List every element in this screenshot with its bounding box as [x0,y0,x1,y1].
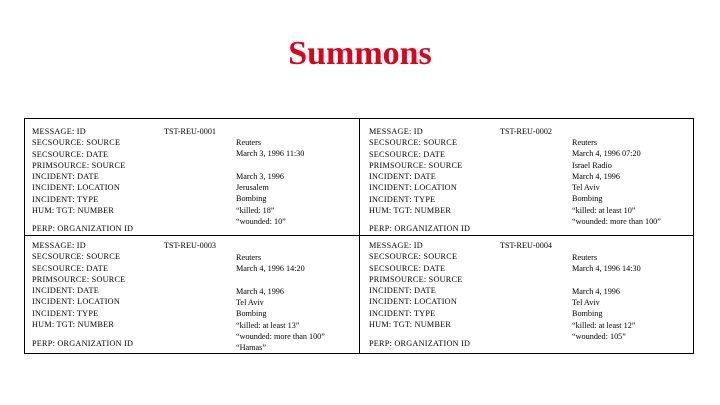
secsource-source-value: Reuters [572,138,598,147]
perp-org-label: PERP: ORGANIZATION ID [32,224,134,233]
field-label: INCIDENT: TYPE [369,308,436,318]
field-label: MESSAGE: ID [369,241,423,250]
row-divider [25,235,693,236]
incident-date-value: March 3, 1996 [236,171,284,181]
field-label: INCIDENT: DATE [369,172,436,182]
incident-type-value: Bombing [236,194,267,204]
hum-tgt-number-value: “wounded: more than 100” [236,332,325,342]
incident-location-value: Tel Aviv [572,298,600,308]
record-values [236,252,325,354]
record-values [572,137,661,227]
perp-org-label: PERP: ORGANIZATION ID [32,339,134,348]
hum-tgt-number-value: “killed: 18” [236,205,275,215]
field-label: INCIDENT: DATE [369,286,436,296]
incident-type-value: Bombing [572,309,603,319]
field-label: MESSAGE: ID [32,127,86,136]
primsource-source-value [236,160,304,171]
field-label: INCIDENT: TYPE [369,194,436,204]
secsource-source-value: Reuters [236,253,262,262]
message-id-value: TST-REU-0002 [500,127,553,136]
field-labels [32,126,125,216]
field-label: INCIDENT: LOCATION [369,297,458,307]
record-values [572,252,641,342]
column-divider [359,119,360,353]
record-values [236,137,304,227]
message-id-value: TST-REU-0004 [500,241,553,250]
incident-location-value: Jerusalem [236,183,269,193]
field-label: PRIMSOURCE: SOURCE [369,274,463,284]
field-label: SECSOURCE: DATE [369,263,446,273]
perp-org-label: PERP: ORGANIZATION ID [369,339,471,348]
incident-type-value: Bombing [572,194,603,204]
primsource-source-value: Israel Radio [572,160,612,170]
hum-tgt-number-value: “wounded: 105” [572,332,626,342]
incident-date-value: March 4, 1996 [572,286,620,296]
field-label: SECSOURCE: SOURCE [32,138,121,148]
field-label: INCIDENT: DATE [32,172,99,182]
message-id-value: TST-REU-0001 [164,127,217,136]
secsource-date-value: March 4, 1996 14:30 [572,264,641,274]
field-label: SECSOURCE: DATE [32,149,109,159]
incident-date-value: March 4, 1996 [236,286,284,296]
field-label: PRIMSOURCE: SOURCE [32,160,126,170]
field-label: SECSOURCE: DATE [32,263,109,273]
secsource-source-value: Reuters [236,138,262,147]
primsource-source-value [236,275,325,286]
incident-date-value: March 4, 1996 [572,171,620,181]
field-label: SECSOURCE: SOURCE [369,252,458,262]
incident-location-value: Tel Aviv [236,298,264,308]
hum-tgt-number-value: “killed: at least 10” [572,205,636,215]
incident-location-value: Tel Aviv [572,183,600,193]
secsource-date-value: March 4, 1996 07:20 [572,149,641,159]
field-label: PRIMSOURCE: SOURCE [369,160,463,170]
field-label: INCIDENT: DATE [32,286,99,296]
field-label: SECSOURCE: DATE [369,149,446,159]
field-label: MESSAGE: ID [32,241,86,250]
field-labels [369,126,462,216]
field-label: HUM: TGT: NUMBER [369,206,452,216]
field-label: INCIDENT: LOCATION [32,297,121,307]
field-label: SECSOURCE: SOURCE [369,138,458,148]
secsource-date-value: March 3, 1996 11:30 [236,149,305,159]
field-label: INCIDENT: TYPE [32,194,99,204]
field-label: INCIDENT: LOCATION [369,183,458,193]
hum-tgt-number-value: “Hamas” [236,343,267,353]
field-label: HUM: TGT: NUMBER [32,320,115,330]
field-label: INCIDENT: LOCATION [32,183,121,193]
secsource-source-value: Reuters [572,253,598,262]
field-label: SECSOURCE: SOURCE [32,252,121,262]
primsource-source-value [572,275,641,286]
message-id-value: TST-REU-0003 [164,241,217,250]
field-labels [32,240,125,330]
secsource-date-value: March 4, 1996 14:20 [236,264,305,274]
field-label: PRIMSOURCE: SOURCE [32,274,126,284]
field-label: HUM: TGT: NUMBER [369,320,452,330]
hum-tgt-number-value: “killed: at least 13” [236,320,300,330]
perp-org-label: PERP: ORGANIZATION ID [369,224,471,233]
field-label: HUM: TGT: NUMBER [32,206,115,216]
field-label: MESSAGE: ID [369,127,423,136]
field-labels [369,240,462,330]
hum-tgt-number-value: “wounded: more than 100” [572,217,661,227]
summons-table [24,118,694,354]
hum-tgt-number-value: “killed: at least 12” [572,320,636,330]
field-label: INCIDENT: TYPE [32,308,99,318]
incident-type-value: Bombing [236,309,267,319]
hum-tgt-number-value: “wounded: 10” [236,217,286,227]
slide-title: Summons [288,35,432,72]
